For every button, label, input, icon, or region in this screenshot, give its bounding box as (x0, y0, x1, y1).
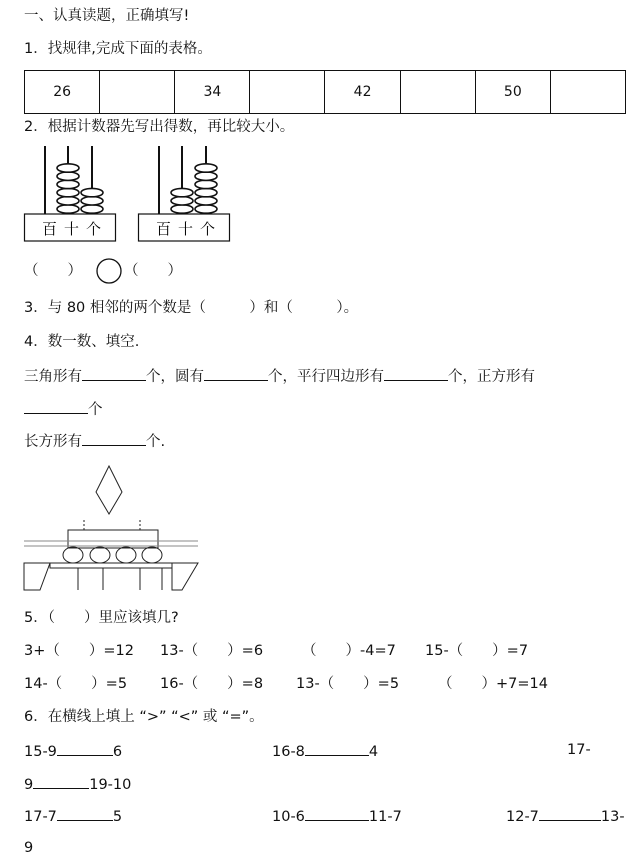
tens-bead (171, 205, 193, 213)
ones-bead (195, 164, 217, 172)
q6-expr: 15-9 (24, 744, 57, 760)
answer-blank[interactable] (82, 431, 146, 446)
q6-expr: 17-7 (24, 809, 57, 825)
compare-blank[interactable] (33, 774, 89, 789)
sequence-cell: 26 (25, 71, 100, 114)
q6-compare (506, 806, 625, 826)
sequence-cell[interactable] (100, 71, 175, 114)
answer-paren-left[interactable]: （ ） (24, 263, 82, 279)
q6-expr: 12-7 (506, 809, 539, 825)
q5-equation[interactable]: 16-（ ）=8 (160, 676, 264, 692)
compare-blank[interactable] (57, 806, 113, 821)
sequence-cell: 34 (175, 71, 250, 114)
shapes-figure (22, 464, 202, 594)
rhombus-shape (96, 466, 122, 514)
q5-equation[interactable]: 14-（ ）=5 (24, 676, 128, 692)
ones-bead (195, 188, 217, 196)
answer-blank[interactable] (204, 366, 268, 381)
q2-prompt: 2．根据计数器先写出得数，再比较大小。 (24, 119, 295, 135)
q5-equation[interactable]: 3+（ ）=12 (24, 643, 134, 659)
ones-bead (195, 197, 217, 205)
q4-label: 三角形有 (24, 369, 82, 385)
ones-bead (195, 172, 217, 180)
ones-bead (195, 205, 217, 213)
circle-shape (90, 547, 110, 563)
q6-expr: 9 (24, 840, 34, 856)
compare-circle[interactable] (95, 257, 123, 285)
sequence-cell: 50 (475, 71, 550, 114)
q6-expr: 11-7 (368, 809, 402, 825)
platform-rectangle (50, 563, 172, 568)
abacus-label-ones: 个 (200, 220, 216, 238)
sequence-cell[interactable] (400, 71, 475, 114)
q6-compare (272, 806, 402, 826)
q4-prompt: 4．数一数、填空. (24, 334, 140, 350)
q5-equation[interactable]: （ ）-4=7 (302, 643, 396, 659)
q4-label: 个，正方形有 (448, 369, 535, 385)
q4-label: 个 (88, 402, 103, 418)
tens-bead (57, 197, 79, 205)
q4-line3 (24, 431, 165, 451)
answer-paren-right[interactable]: （ ） (124, 263, 182, 279)
tens-bead (57, 205, 79, 213)
q4-label: 个，圆有 (146, 369, 204, 385)
q5-equation[interactable]: 15-（ ）=7 (425, 643, 529, 659)
q6-expr: 9 (24, 777, 34, 793)
q6-prompt: 6．在横线上填上 “>” “<” 或 “=”。 (24, 709, 264, 725)
q5-equation[interactable]: 13-（ ）=6 (160, 643, 264, 659)
q6-compare (24, 741, 122, 761)
circle-shape (116, 547, 136, 563)
abacus-label-hundreds: 百 (156, 220, 172, 238)
tens-bead (57, 188, 79, 196)
q3-prompt: 3．与 80 相邻的两个数是（ ）和（ ）。 (24, 300, 359, 316)
q6-expr: 13- (600, 809, 625, 825)
q6-expr: 6 (112, 744, 123, 760)
q4-label: 长方形有 (24, 434, 82, 450)
circle-shape (142, 547, 162, 563)
q4-label: 个. (146, 434, 166, 450)
sequence-cell: 42 (325, 71, 400, 114)
sequence-cell[interactable] (250, 71, 325, 114)
abacus-1 (24, 146, 116, 242)
abacus-beads (57, 164, 103, 213)
tens-bead (57, 180, 79, 188)
tens-bead (171, 197, 193, 205)
compare-blank[interactable] (539, 806, 601, 821)
abacus-2 (138, 146, 230, 242)
q4-line2 (24, 399, 103, 419)
q6-expr: 4 (368, 744, 379, 760)
q6-expr: 16-8 (272, 744, 305, 760)
section-title: 一、认真读题，正确填写! (24, 8, 190, 24)
compare-blank[interactable] (305, 741, 369, 756)
rectangle-shape (68, 530, 158, 548)
tens-bead (171, 188, 193, 196)
q6-compare (24, 774, 131, 794)
q1-prompt: 1．找规律,完成下面的表格。 (24, 41, 212, 57)
abacus-label-tens: 十 (64, 220, 80, 238)
ones-bead (81, 197, 103, 205)
q6-compare (24, 806, 122, 826)
sequence-table (24, 70, 626, 114)
q6-expr: 17- (567, 742, 591, 758)
answer-blank[interactable] (384, 366, 448, 381)
tens-bead (57, 172, 79, 180)
left-trapezoid (24, 563, 50, 590)
ones-bead (81, 205, 103, 213)
ones-bead (195, 180, 217, 188)
q5-equation[interactable]: 13-（ ）=5 (296, 676, 400, 692)
abacus-beads (171, 164, 217, 213)
q6-expr: 19-10 (89, 777, 132, 793)
answer-blank[interactable] (24, 399, 88, 414)
q6-expr: 10-6 (272, 809, 305, 825)
answer-blank[interactable] (82, 366, 146, 381)
q4-label: 个，平行四边形有 (268, 369, 384, 385)
q6-expr: 5 (112, 809, 123, 825)
sequence-cell[interactable] (550, 71, 625, 114)
abacus-label-hundreds: 百 (42, 220, 58, 238)
compare-blank[interactable] (57, 741, 113, 756)
abacus-label-tens: 十 (178, 220, 194, 238)
q5-equation[interactable]: （ ）+7=14 (438, 676, 548, 692)
abacus-label-ones: 个 (86, 220, 102, 238)
ones-bead (81, 188, 103, 196)
q5-prompt: 5．（ ）里应该填几? (24, 610, 179, 626)
tens-bead (57, 164, 79, 172)
right-trapezoid (172, 563, 198, 590)
compare-blank[interactable] (305, 806, 369, 821)
q6-compare (272, 741, 378, 761)
q4-line1 (24, 366, 535, 386)
circle-shape (63, 547, 83, 563)
